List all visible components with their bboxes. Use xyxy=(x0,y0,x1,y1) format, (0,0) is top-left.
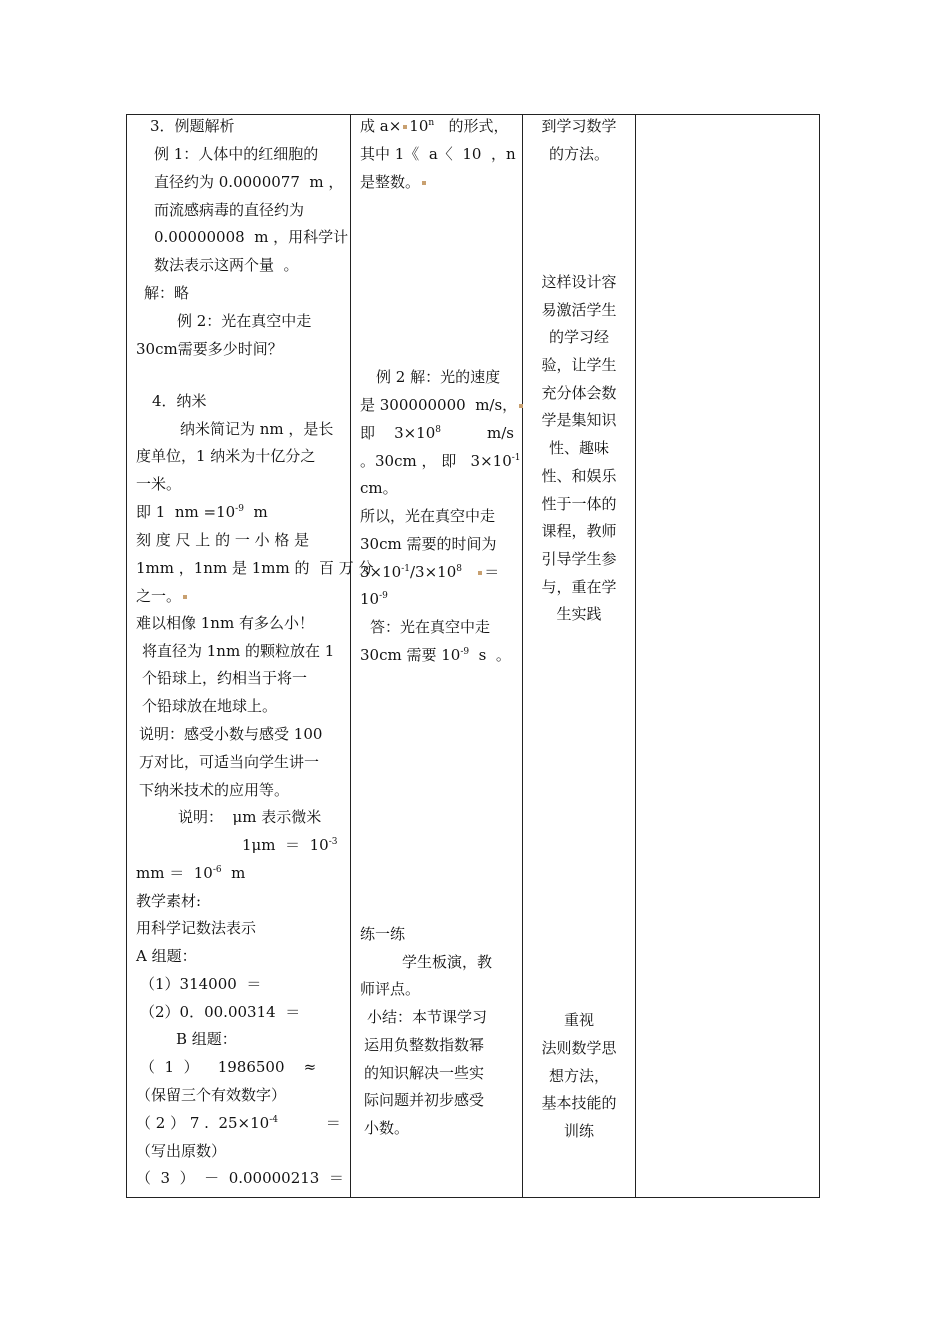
summary-line: 小结：本节课学习 xyxy=(367,1008,488,1026)
example-1-line: 而流感病毒的直径约为 xyxy=(154,201,305,219)
group-b-item: （ 3 ） － 0.00000213 ＝ xyxy=(136,1169,344,1187)
micro-equation: $1\mu m = 10^{-3}$ xyxy=(242,836,338,854)
practice-title: 练一练 xyxy=(360,925,406,943)
summary-line: 际问题并初步感受 xyxy=(364,1091,485,1109)
intent-line: 性、和娱乐 xyxy=(541,467,617,485)
example-2-line: 30cm需要多少时间？ xyxy=(136,340,283,358)
intent-line: 到学习数学 xyxy=(541,117,617,135)
example-1-line: 例 1：人体中的红细胞的 xyxy=(154,145,319,163)
material-title: 教学素材: xyxy=(136,892,202,910)
intent-line: 与，重在学 xyxy=(541,578,617,596)
example-2-line: 例 2：光在真空中走 xyxy=(177,312,312,330)
speed-sci-line: 即 $3\times 10^8$ m/s xyxy=(360,424,514,442)
group-a-title: A 组题： xyxy=(136,947,197,965)
nano-line: 一米。 xyxy=(136,475,182,493)
group-b-title: B 组题： xyxy=(176,1030,237,1048)
ruler-line: 之一。 xyxy=(136,586,189,606)
intent-line: 引导学生参 xyxy=(541,550,617,568)
dot-mark xyxy=(519,404,523,408)
note-line: 说明：感受小数与感受 100 xyxy=(139,725,323,743)
intent-line: 训练 xyxy=(563,1122,594,1140)
intent-line: 的方法。 xyxy=(548,145,609,163)
group-b-item: （ 2 ） 7 . $25\times 10^{-4}$ ＝ xyxy=(136,1114,341,1132)
intent-line: 课程，教师 xyxy=(541,522,617,540)
column-divider xyxy=(350,114,351,1198)
time-line: 30cm 需要的时间为 xyxy=(360,535,497,553)
intent-line: 充分体会数 xyxy=(541,384,617,402)
practice-line: 师评点。 xyxy=(360,980,421,998)
dot-mark xyxy=(422,181,426,185)
intent-line: 生实践 xyxy=(556,605,602,623)
section-title: 4．纳米 xyxy=(152,392,207,410)
ball-line: 个铅球放在地球上。 xyxy=(142,697,278,715)
intent-line: 这样设计容 xyxy=(541,273,617,291)
integer-line: 是整数。 xyxy=(360,172,428,192)
summary-line: 的知识解决一些实 xyxy=(364,1064,485,1082)
dot-mark xyxy=(478,571,482,575)
hard-to-imagine: 难以相像 1nm 有多么小！ xyxy=(136,614,314,632)
answer-line: 答：光在真空中走 xyxy=(370,618,491,636)
calc-line: $3\times 10^{-1}/3\times 10^8$ ＝ xyxy=(360,563,500,581)
group-a-item: （2）0．00.00314 ＝ xyxy=(140,1003,301,1021)
intent-line: 易激活学生 xyxy=(541,301,617,319)
group-a-item: （1）314000 ＝ xyxy=(140,975,262,993)
section-title: 3．例题解析 xyxy=(150,117,235,135)
practice-line: 学生板演，教 xyxy=(402,953,493,971)
distance-unit: cm。 xyxy=(360,479,398,497)
intent-line: 学是集知识 xyxy=(541,411,617,429)
dot-mark xyxy=(183,595,187,599)
intent-line: 性、趣味 xyxy=(548,439,609,457)
intent-line: 的学习经 xyxy=(548,328,609,346)
result-line: $10^{-9}$ xyxy=(360,590,388,608)
note-line: 万对比，可适当向学生讲一 xyxy=(139,753,320,771)
solution-2-title: 例 2 解：光的速度 xyxy=(376,368,501,386)
example-1-line: 直径约为 0.0000077 m ， xyxy=(154,173,344,191)
group-b-note: （写出原数） xyxy=(136,1142,227,1160)
note-line: 下纳米技术的应用等。 xyxy=(139,781,290,799)
example-1-line: 0.00000008 m ，用科学计 xyxy=(154,228,349,246)
so-line: 所以，光在真空中走 xyxy=(360,507,496,525)
distance-line: 。30cm ， 即 $3\times 10^{-1}$ xyxy=(360,452,521,470)
dot-mark xyxy=(403,125,407,129)
example-1-answer: 解：略 xyxy=(144,284,190,302)
micro-equation: mm ＝ $10^{-6}$ m xyxy=(136,864,246,882)
group-b-note: （保留三个有效数字） xyxy=(136,1086,287,1104)
material-subtitle: 用科学记数法表示 xyxy=(136,919,257,937)
speed-line: 是 300000000 m/s， xyxy=(360,395,525,415)
form-line: 成 $a\times 10^n$ 的形式， xyxy=(360,117,509,135)
intent-line: 性于一体的 xyxy=(541,495,617,513)
column-divider xyxy=(635,114,636,1198)
answer-line: 30cm 需要 $10^{-9}$ s 。 xyxy=(360,646,511,664)
ball-line: 个铅球上，约相当于将一 xyxy=(142,669,308,687)
ruler-line: 1mm ，1nm 是 1mm 的 百 万 分 xyxy=(136,559,374,577)
summary-line: 运用负整数指数幂 xyxy=(364,1036,485,1054)
intent-line: 想方法， xyxy=(548,1067,609,1085)
nano-line: 纳米简记为 nm ，是长 xyxy=(180,420,334,438)
ruler-line: 刻 度 尺 上 的 一 小 格 是 xyxy=(136,531,310,549)
summary-line: 小数。 xyxy=(364,1119,410,1137)
ball-line: 将直径为 1nm 的颗粒放在 1 xyxy=(142,642,335,660)
intent-line: 基本技能的 xyxy=(541,1094,617,1112)
nano-line: 度单位，1 纳米为十亿分之 xyxy=(136,447,316,465)
micro-note: 说明： μm 表示微米 xyxy=(178,808,322,826)
intent-line: 重视 xyxy=(563,1011,594,1029)
nano-equation: 即 1 nm $=10^{-9}$ m xyxy=(136,503,268,521)
intent-line: 法则数学思 xyxy=(541,1039,617,1057)
range-line: 其中 1《 a〈 10 ，n xyxy=(360,145,516,163)
example-1-line: 数法表示这两个量 。 xyxy=(154,256,299,274)
intent-line: 验，让学生 xyxy=(541,356,617,374)
group-b-item: （ 1 ） 1986500 ≈ xyxy=(140,1058,317,1076)
